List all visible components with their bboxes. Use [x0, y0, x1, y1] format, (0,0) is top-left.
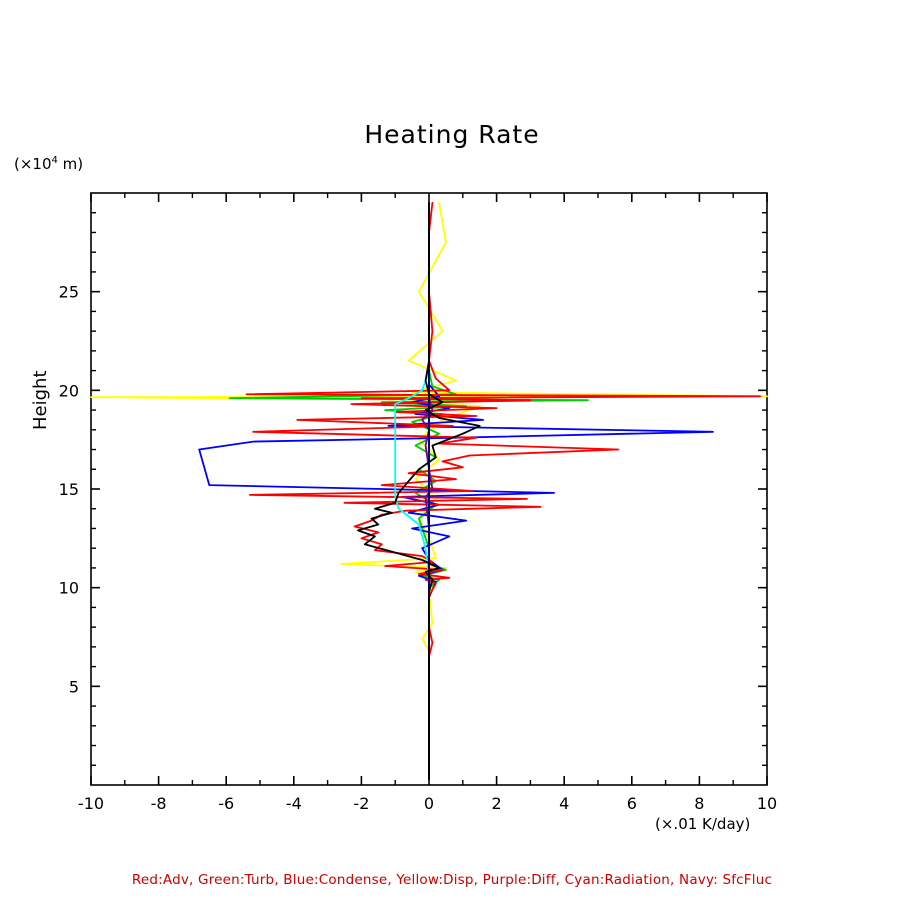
x-tick-label: 10 — [756, 794, 778, 813]
x-tick-label: -2 — [353, 794, 370, 813]
x-tick-label: -6 — [218, 794, 235, 813]
tick-labels — [59, 283, 778, 813]
x-tick-label: 2 — [491, 794, 502, 813]
y-axis-unit-suffix: m) — [57, 155, 84, 173]
x-tick-label: -4 — [285, 794, 302, 813]
x-tick-label: 0 — [423, 794, 435, 813]
y-tick-label: 5 — [68, 677, 79, 697]
legend: Red:Adv, Green:Turb, Blue:Condense, Yellow:Disp, Purple:Diff, Cyan:Radiation, Navy: SfcFluc — [131, 872, 773, 888]
x-tick-label: -10 — [77, 794, 105, 813]
y-tick-label: 10 — [58, 578, 79, 598]
x-tick-label: 6 — [626, 794, 637, 813]
y-axis-title: Height — [30, 370, 51, 430]
x-tick-label: 8 — [694, 794, 705, 813]
y-axis-unit-exponent: 4 — [51, 155, 58, 166]
y-tick-label: 20 — [58, 381, 79, 401]
x-axis-title: (×.01 K/day) — [655, 815, 751, 833]
page-title: Heating Rate — [364, 120, 540, 149]
x-tick-label: -8 — [150, 794, 167, 813]
series-line-turb — [230, 203, 588, 779]
x-tick-label: 4 — [559, 794, 570, 813]
y-axis-unit-prefix: (×10 — [14, 155, 52, 173]
y-tick-label: 15 — [58, 480, 79, 499]
data-series-group — [91, 203, 767, 779]
y-tick-label: 25 — [58, 282, 79, 302]
